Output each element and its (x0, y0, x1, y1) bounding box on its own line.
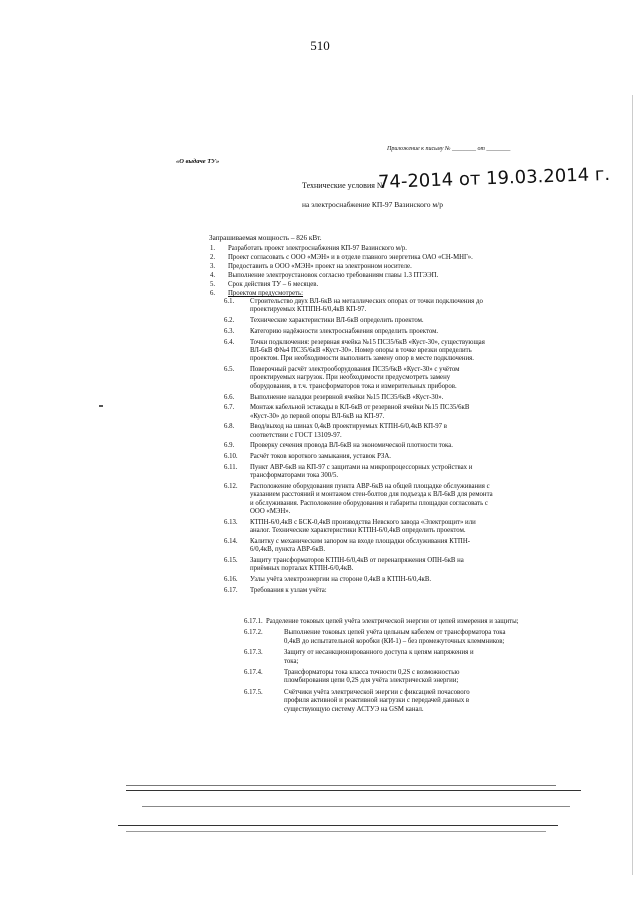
sub-item-number: 6.1. (224, 298, 235, 305)
meter-requirement-number: 6.17.5. (244, 688, 263, 696)
page-number: 510 (310, 38, 330, 53)
sub-item-number: 6.7. (224, 404, 235, 412)
meter-requirement-number: 6.17.1. (244, 618, 263, 625)
sub-item-number: 6.11. (224, 463, 238, 471)
scan-edge (632, 95, 633, 875)
sub-item-text-line: ВЛ-6кВ Ф№4 ПС35/6кВ «Куст-30». Номер опоры в точке врезки определить (250, 346, 472, 354)
sub-item-text-line: «Куст-30» до первой опоры ВЛ-6кВ на КП-97. (250, 412, 385, 420)
list-item-text: Проект согласовать с ООО «МЭН» и в отделе главного энергетика ОАО «СН-МНГ». (228, 254, 473, 261)
sub-item-text-line: оборудования, в т.ч. трансформаторов тока и измерительных приборов. (250, 382, 457, 390)
sub-item-text-line: приёмных порталах КТПН-6/0,4кВ. (250, 565, 354, 573)
sub-item-text-line: проектируемых нагрузок. При необходимости предусмотреть замену (250, 374, 451, 382)
meter-requirement-text-line: Трансформаторы тока класса точности 0,2S с возможностью (284, 669, 460, 676)
sub-item-text-line: КТПН-6/0,4кВ с БСК-0,4кВ производства Невского завода «Электрощит» или (250, 518, 476, 526)
sub-item-number: 6.8. (224, 423, 235, 431)
sub-item-text-line: Монтаж кабельной эстакады в КЛ-6кВ от резервной ячейки №15 ПС35/6кВ (250, 404, 470, 412)
sub-item-number: 6.4. (224, 338, 235, 346)
annex-reference: Приложение к письму № ________ от ________ (387, 146, 511, 152)
sub-item-text-line: Точки подключения: резервная ячейка №15 ПС35/6кВ «Куст-30», существующая (250, 338, 485, 346)
sub-item-text-line: проектом. При необходимости выполнить замену опор в месте подключения. (250, 355, 475, 363)
sub-item-text-line: Расположение оборудования пункта АВР-6кВ на общей площадке обслуживания с (250, 482, 490, 490)
sub-item-number: 6.13. (224, 518, 238, 526)
sub-item-text-line: Проверку сечения провода ВЛ-6кВ на экономической плотности тока. (250, 442, 453, 450)
list-item-number: 2. (210, 254, 216, 261)
sub-item-number: 6.12. (224, 482, 238, 490)
sub-item-text-line: Требования к узлам учёта: (250, 586, 327, 594)
meter-requirement-text-line: пломбирования цепи 0,2S для учёта электрической энергии; (284, 677, 459, 685)
sub-item-text-line: Поверочный расчёт электрооборудования ПС35/6кВ «Куст-30» с учётом (250, 366, 460, 373)
sub-item-number: 6.2. (224, 317, 235, 325)
sub-item-text-line: Выполнение наладки резервной ячейки №15 ПС35/6кВ «Куст-30». (250, 393, 444, 401)
sub-item-text-line: указанием расстояний и монтажом стен-болтов для подъезда к ВЛ-6кВ для ремонта (250, 491, 493, 499)
list-item-number: 5. (210, 281, 216, 288)
handwritten-number-date: 74-2014 от 19.03.2014 г. (377, 163, 611, 193)
sub-item-number: 6.6. (224, 393, 235, 401)
sub-item-text-line: Калитку с механическим запором на входе площадки обслуживания КТПН- (250, 537, 471, 545)
sub-item-text-line: ООО «МЭН». (250, 508, 291, 516)
sub-item-text-line: трансформаторами тока 300/5. (250, 472, 339, 480)
scan-line (126, 831, 546, 832)
meter-requirement-text-line: Защиту от несанкционированного доступа к цепям напряжения и (284, 649, 474, 657)
sub-item-text-line: Строительство двух ВЛ-6кВ на металлических опорах от точки подключения до (250, 298, 483, 305)
document-title: Технические условия № (302, 181, 385, 190)
sub-item-text-line: Защиту трансформаторов КТПН-6/0,4кВ от перенапряжения ОПН-6кВ на (250, 557, 464, 564)
list-item-text: Выполнение электроустановок согласно требованиям главы 1.3 ПТЭЭП. (228, 272, 439, 279)
scan-mark (99, 405, 103, 407)
list-item-text: Разработать проект электроснабжения КП-97 Вазинского м/р. (228, 245, 407, 252)
sub-item-number: 6.10. (224, 453, 238, 461)
list-item-number: 3. (210, 263, 216, 270)
sub-item-number: 6.9. (224, 442, 235, 450)
list-item-number: 1. (210, 245, 216, 252)
sub-item-text-line: Технические характеристики ВЛ-6кВ определить проектом. (250, 317, 424, 325)
scan-line (126, 790, 581, 791)
meter-requirement-number: 6.17.4. (244, 669, 263, 676)
scan-line (142, 806, 570, 807)
sub-item-text-line: проектируемых КТППН-6/0,4кВ КП-97. (250, 306, 367, 314)
scan-line (118, 825, 558, 826)
meter-requirement-number: 6.17.3. (244, 649, 263, 657)
scan-line (126, 785, 556, 786)
sub-item-number: 6.15. (224, 557, 238, 564)
list-item-text: Срок действия ТУ – 6 месяцев. (228, 281, 319, 288)
sub-item-text-line: и обслуживания. Расположение оборудования и габариты площадки согласовать с (250, 499, 488, 507)
sub-item-text-line: Ввод/выход на шинах 0,4кВ проектируемых КТПН-6/0,4кВ КП-97 в (250, 423, 447, 431)
requested-power: Запрашиваемая мощность – 826 кВт. (209, 234, 322, 242)
sub-item-text-line: 6/0,4кВ, пункта АВР-6кВ. (250, 546, 326, 554)
meter-requirement-text-line: Счётчики учёта электрической энергии с фиксацией почасового (284, 688, 470, 696)
sub-item-text-line: Пункт АВР-6кВ на КП-97 с защитами на микропроцессорных устройствах и (250, 463, 473, 471)
list-item-number: 6. (210, 290, 216, 297)
document-subtitle: на электроснабжение КП-97 Вазинского м/р (302, 200, 443, 209)
sub-item-text-line: соответствии с ГОСТ 13109-97. (250, 431, 342, 439)
list-item-number: 4. (210, 272, 216, 279)
sub-item-text-line: Категорию надёжности электроснабжения определить проектом. (250, 327, 439, 335)
subject-stamp: «О выдаче ТУ» (176, 158, 220, 165)
meter-requirement-text-line: Выполнение токовых цепей учёта цельным кабелем от трансформатора тока (284, 629, 506, 637)
sub-item-number: 6.5. (224, 366, 235, 373)
sub-item-number: 6.16. (224, 576, 238, 584)
meter-requirement-text-line: профиля активной и реактивной нагрузки с передачей данных в (284, 697, 470, 705)
meter-requirement-text-line: существующую систему АСТУЭ на GSM канал. (284, 705, 424, 713)
list-item-text: Предоставить в ООО «МЭН» проект на электронном носителе. (228, 263, 412, 270)
sub-item-number: 6.14. (224, 537, 238, 545)
sub-item-text-line: Узлы учёта электроэнергии на стороне 0,4кВ в КТПН-6/0,4кВ. (250, 576, 432, 584)
sub-item-text-line: аналог. Технические характеристики КТПН-6/0,4кВ определить проектом. (250, 527, 466, 535)
sub-item-text-line: Расчёт токов короткого замыкания, уставок РЗА. (250, 453, 391, 461)
meter-requirement-number: 6.17.2. (244, 629, 263, 637)
meter-requirement-text-line: 0,4кВ до испытательной коробки (КИ-1) – без промежуточных клеммников; (284, 637, 505, 645)
meter-requirement-text-line: Разделение токовых цепей учёта электрической энергии от цепей измерения и защиты; (266, 618, 519, 625)
sub-item-number: 6.17. (224, 586, 238, 594)
sub-item-number: 6.3. (224, 327, 235, 335)
list-item-text: Проектом предусмотреть: (228, 290, 304, 297)
meter-requirement-text-line: тока; (284, 657, 299, 665)
